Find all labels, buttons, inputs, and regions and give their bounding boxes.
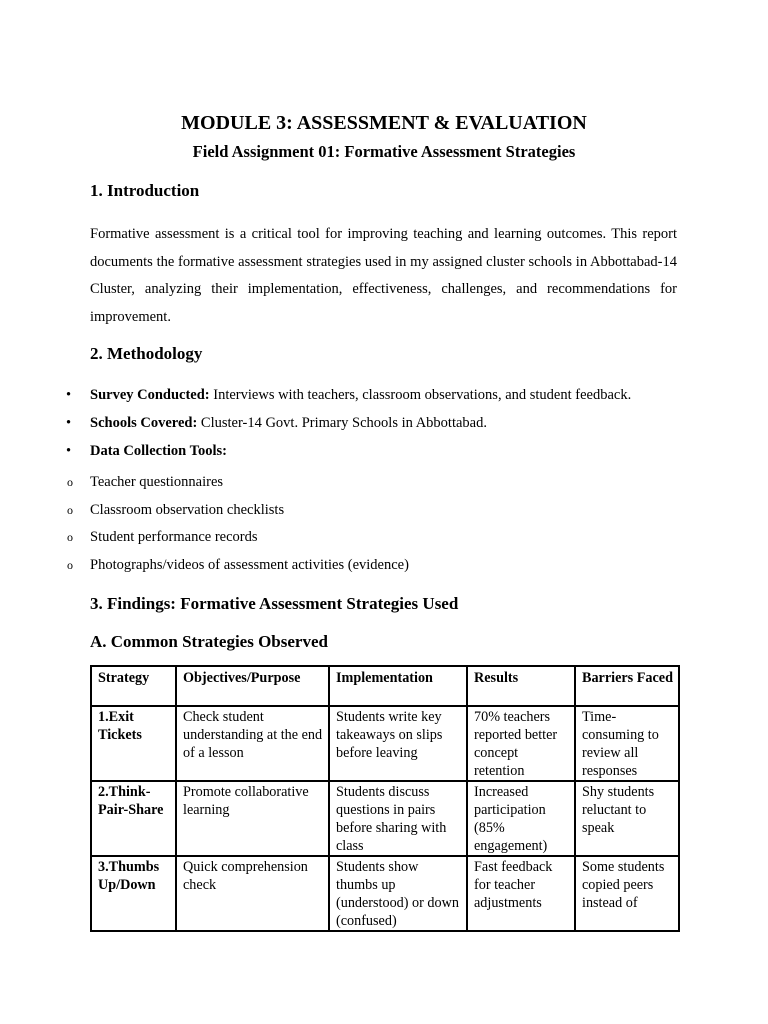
data-tool-text: Student performance records <box>90 529 258 545</box>
column-header-results: Results <box>467 666 575 706</box>
barriers-cell: Time-consuming to review all responses <box>575 706 679 781</box>
results-cell: 70% teachers reported better concept retention <box>467 706 575 781</box>
results-cell: Fast feedback for teacher adjustments <box>467 856 575 931</box>
bullet-icon: • <box>66 443 72 459</box>
table-row <box>91 856 679 931</box>
table-row <box>91 706 679 781</box>
column-header-strategy: Strategy <box>91 666 176 706</box>
sub-bullet-icon: o <box>67 503 73 517</box>
column-header-barriers: Barriers Faced <box>575 666 679 706</box>
assignment-title: Field Assignment 01: Formative Assessment Strategies <box>192 142 576 161</box>
sub-bullet-icon: o <box>67 530 73 544</box>
findings-heading: 3. Findings: Formative Assessment Strategies Used <box>90 594 459 613</box>
column-header-objectives: Objectives/Purpose <box>176 666 329 706</box>
strategy-cell: 1.Exit Tickets <box>91 706 176 781</box>
objective-cell: Check student understanding at the end of a lesson <box>176 706 329 781</box>
bullet-icon: • <box>66 415 72 431</box>
objective-cell: Promote collaborative learning <box>176 781 329 856</box>
bullet-text: Cluster-14 Govt. Primary Schools in Abbottabad. <box>197 415 487 431</box>
strategy-cell: 3.Thumbs Up/Down <box>91 856 176 931</box>
bullet-label: Data Collection Tools: <box>90 443 227 459</box>
implementation-cell: Students show thumbs up (understood) or down (confused) <box>329 856 467 931</box>
strategies-table <box>90 665 680 932</box>
introduction-paragraph: Formative assessment is a critical tool for improving teaching and learning outcomes. This report documents the formative assessment strategies used in my assigned cluster schools in Abbottabad-14 Cluster, analyzing their implementation, effectiveness, challenges, and recommendations for improvement. <box>90 226 677 325</box>
implementation-cell: Students discuss questions in pairs before sharing with class <box>329 781 467 856</box>
barriers-cell: Some students copied peers instead of <box>575 856 679 931</box>
table-row <box>91 781 679 856</box>
results-cell: Increased participation (85% engagement) <box>467 781 575 856</box>
methodology-heading: 2. Methodology <box>90 344 203 363</box>
barriers-cell: Shy students reluctant to speak <box>575 781 679 856</box>
data-tool-text: Photographs/videos of assessment activities (evidence) <box>90 557 409 573</box>
introduction-heading: 1. Introduction <box>90 181 200 200</box>
implementation-cell: Students write key takeaways on slips before leaving <box>329 706 467 781</box>
column-header-implementation: Implementation <box>329 666 467 706</box>
bullet-label: Survey Conducted: <box>90 387 210 403</box>
strategy-cell: 2.Think-Pair-Share <box>91 781 176 856</box>
sub-bullet-icon: o <box>67 558 73 572</box>
strategies-subheading: A. Common Strategies Observed <box>90 632 328 651</box>
objective-cell: Quick comprehension check <box>176 856 329 931</box>
table-header-row <box>91 666 679 706</box>
data-tool-text: Teacher questionnaires <box>90 474 224 490</box>
sub-bullet-icon: o <box>67 475 73 489</box>
bullet-text: Interviews with teachers, classroom observations, and student feedback. <box>209 387 632 403</box>
module-title: MODULE 3: ASSESSMENT & EVALUATION <box>181 112 587 134</box>
bullet-label: Schools Covered: <box>90 415 198 431</box>
bullet-icon: • <box>66 387 72 403</box>
data-tool-text: Classroom observation checklists <box>90 502 285 518</box>
